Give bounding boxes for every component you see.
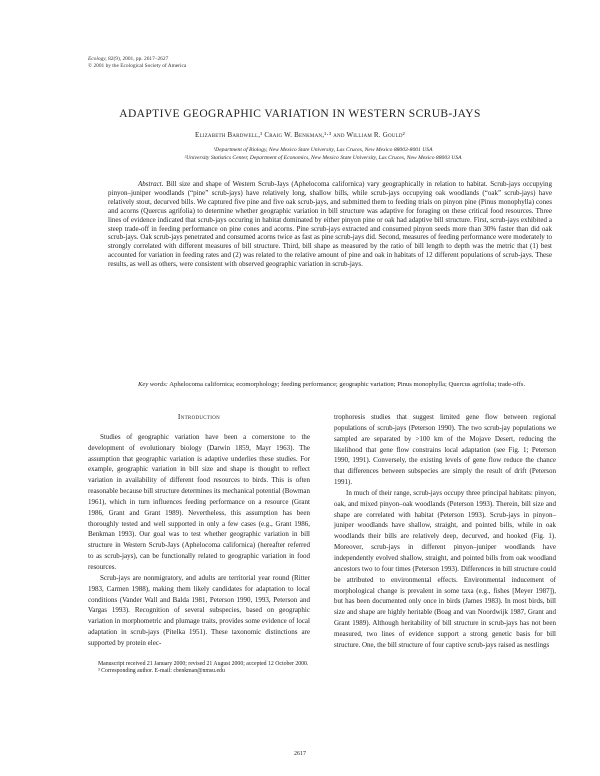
abstract-text: Bill size and shape of Western Scrub-Jays (Aphelocoma californica) vary geographically in relation to habitat. Scrub-jays occupying pinyon–juniper woodlands (“pine” scrub-jays) have relatively long, shallow bills, while scrub-jays occupying oak woodlands (“oak” scrub-jays) have relatively stout, decurved bills. We captured five pine and five oak scrub-jays, and submitted them to feeding trials on pinyon pine (Pinus monophylla) cones and acorns (Quercus agrifolia) to determine whether geographic variation in bill structure was adaptive for foraging on these critical food resources. Three lines of evidence indicated that scrub-jays occuring in habitat dominated by either pinyon pine or oak had adaptive bill structure. First, scrub-jays exhibited a steep trade-off in feeding performance on pine cones and acorns. Pine scrub-jays extracted and consumed pinyon seeds more than 30% faster than did oak scrub-jays. Oak scrub-jays penetrated and consumed acorns twice as fast as pine scrub-jays did. Second, measures of feeding performance were moderately to strongly correlated with different measures of bill structure. Third, bill shape as measured by the ratio of bill length to depth was the metric that (1) best accounted for variation in feeding rates and (2) was related to the relative amount of pine and oak in habitats of 12 different populations of scrub-jays. These results, as well as others, were consistent with observed geographic variation in scrub-jays.	[108, 180, 552, 269]
footnotes	[88, 661, 310, 676]
paper-title: ADAPTIVE GEOGRAPHIC VARIATION IN WESTERN SCRUB-JAYS	[119, 108, 481, 120]
body-paragraph: In much of their range, scrub-jays occupy three principal habitats: pinyon, oak, and mixed pinyon–oak woodlands (Peterson 1993). Therein, bill size and shape are correlated with habitat (Peterson 1993). Scrub-jays in pinyon–juniper woodlands have shallow, straight, and pointed bills, while in oak woodlands their bills are relatively deep, decurved, and hooked (Fig. 1). Moreover, scrub-jays in different pinyon–juniper woodlands have independently evolved shallow, straight, and pointed bills from oak woodland ancestors two to four times (Peterson 1993). Differences in bill structure could be attributed to environmental effects. Environmental inducement of morphological change is prevalent in some taxa (e.g., fishes [Meyer 1987]), but has been documented only once in birds (James 1983). In most birds, bill size and shape are highly heritable (Boag and van Noordwijk 1987, Grant and Grant 1989). Although heritability of bill structure in scrub-jays has not been measured, two lines of evidence support a strong genetic basis for bill structure. One, the bill structure of four captive scrub-jays raised as nestlings	[334, 488, 556, 649]
keywords-label: Key words:	[138, 381, 168, 388]
author-list: Elizabeth Bardwell,¹ Craig W. Benkman,¹·³ and William R. Gould²	[195, 131, 405, 139]
abstract	[108, 180, 552, 269]
keywords	[108, 381, 552, 390]
journal-volume: 82(9), 2001, pp. 2617–2627	[106, 56, 169, 62]
affiliation-2: ²University Statistics Center, Department of Economics, New Mexico State University, Las Cruces, New Mexico 88003 USA	[184, 155, 462, 161]
page-number: 2617	[294, 751, 306, 757]
affiliation-1: ¹Department of Biology, New Mexico State University, Las Cruces, New Mexico 88003-8001 USA	[213, 147, 433, 153]
right-column	[334, 412, 556, 651]
journal-citation	[88, 56, 186, 70]
abstract-label: Abstract.	[138, 180, 164, 188]
body-paragraph: Scrub-jays are nonmigratory, and adults are territorial year round (Ritter 1983, Carmen 1988), making them likely candidates for adaptation to local conditions (Vander Wall and Balda 1981, Peterson 1990, 1993, Peterson and Vargas 1993). Recognition of several subspecies, based on geographic variation in morphometric and plumage traits, provides some evidence of local adaptation in scrub-jays (Pitelka 1951). These taxonomic distinctions are supported by protein elec-	[88, 573, 310, 647]
journal-name: Ecology,	[88, 56, 107, 62]
affiliations	[88, 146, 558, 162]
keywords-text: Aphelocoma californica; ecomorphology; feeding performance; geographic variation; Pinus monophylla; Quercus agrifolia; trade-offs.	[167, 381, 526, 388]
section-heading-introduction: Introduction	[177, 412, 221, 421]
left-column	[88, 412, 310, 676]
body-paragraph: Studies of geographic variation have been a cornerstone to the development of evolutionary biology (Darwin 1859, Mayr 1963). The assumption that geographic variation is adaptive underlies these studies. For example, geographic variation in bill size and shape is thought to reflect variation in availability of different food resources to birds. This is often reasonable because bill structure determines its mechanical potential (Bowman 1961), which in turn influences feeding performance on a resource (Grant 1986, Grant and Grant 1989). Nevertheless, this assumption has been thoroughly tested and well supported in only a few cases (e.g., Grant 1986, Benkman 1993). Our goal was to test whether geographic variation in bill structure in Western Scrub-Jays (Aphelocoma californica) (hereafter referred to as scrub-jays), can be functionally related to geographic variation in food resources.	[88, 432, 310, 571]
body-paragraph: trophoresis studies that suggest limited gene flow between regional populations of scrub-jays (Peterson 1990). The two scrub-jay populations we sampled are separated by >100 km of the Mojave Desert, reducing the likelihood that gene flow constrains local adaptation (see Fig. 1; Peterson 1990, 1991). Conversely, the existing levels of gene flow reduce the chance that differences between subspecies are simply the result of drift (Peterson 1991).	[334, 413, 556, 487]
footnote-correspondence: ³ Corresponding author. E-mail: cbenkman@nmsu.edu	[98, 668, 225, 675]
footnote-manuscript: Manuscript received 21 January 2000; revised 21 August 2000; accepted 12 October 2000.	[98, 660, 309, 667]
copyright-line: © 2001 by the Ecological Society of America	[88, 63, 187, 69]
